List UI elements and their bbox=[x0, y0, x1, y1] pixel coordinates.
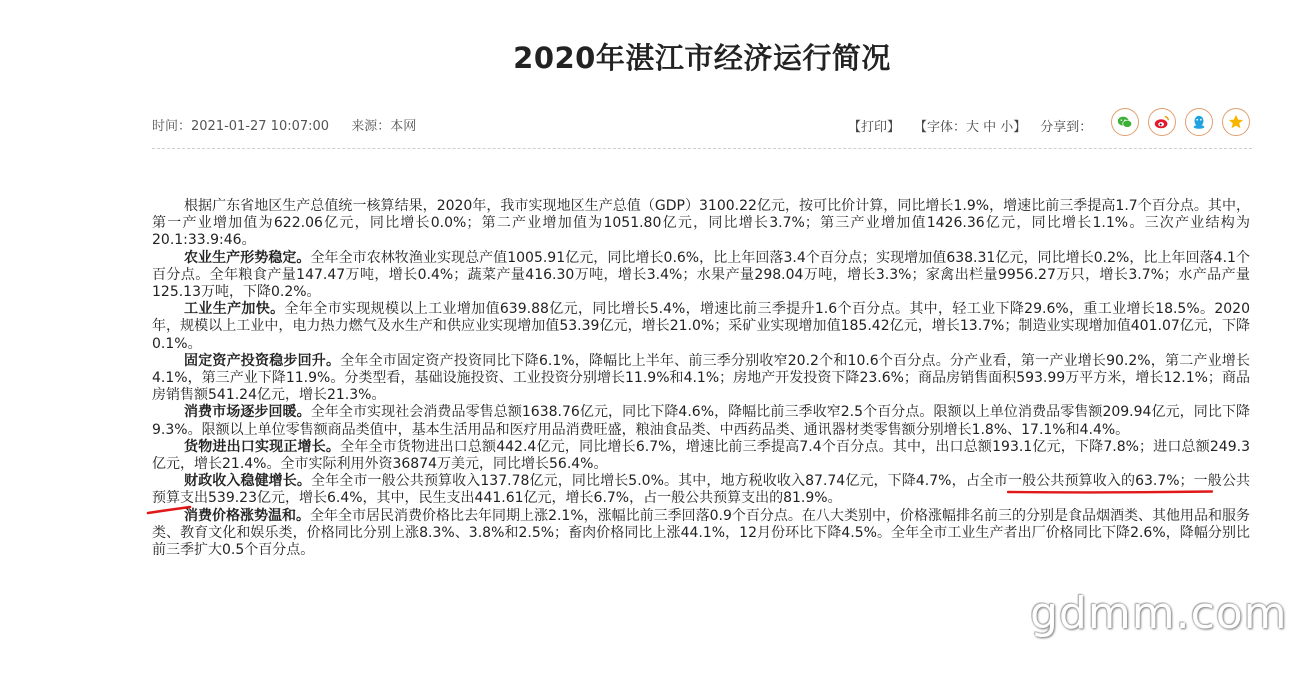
publish-time: 时间：2021-01-27 10:07:00 bbox=[152, 119, 330, 134]
red-underline-annotation bbox=[1007, 490, 1213, 494]
wechat-icon[interactable] bbox=[1111, 108, 1139, 136]
red-underline-annotation bbox=[146, 505, 192, 515]
paragraph: 根据广东省地区生产总值统一核算结果，2020年，我市实现地区生产总值（GDP）3100.22亿元，按可比价计算，同比增长1.9%，增速比前三季提高1.7个百分点。其中，第一产业增加值为622.06亿元，同比增长0.0%；第二产业增加值为1051.80亿元，同比增长3.7%；第三产业增加值1426.36亿元，同比增长1.1%。三次产业结构为20.1:33.9:46。 bbox=[152, 198, 1251, 249]
article-toolbar bbox=[848, 115, 1250, 136]
weibo-icon[interactable] bbox=[1148, 108, 1176, 136]
paragraph: 货物进出口实现正增长。全年全市货物进出口总额442.4亿元，同比增长6.7%，增速比前三季提高7.4个百分点。其中，出口总额193.1亿元，下降7.8%；进口总额249.3亿元，增长21.4%。全市实际利用外资36874万美元，同比增长56.4%。 bbox=[152, 438, 1250, 473]
article-meta bbox=[152, 115, 434, 134]
watermark-text: gdmm.com bbox=[1030, 588, 1288, 639]
paragraph: 固定资产投资稳步回升。全年全市固定资产投资同比下降6.1%，降幅比上半年、前三季分别收窄20.2个和10.6个百分点。分产业看，第一产业增长90.2%，第二产业增长4.1%，第三产业下降11.9%。分类型看，基础设施投资、工业投资分别增长11.9%和4.1%；房地产开发投资下降23.6%；商品房销售面积593.99万平方米，增长12.1%；商品房销售额541.24亿元，增长21.3%。 bbox=[152, 352, 1250, 404]
font-size-selector[interactable]: 【字体：大 中 小】 bbox=[914, 120, 1027, 135]
paragraph-lead: 农业生产形势稳定。 bbox=[184, 249, 311, 266]
source-label: 来源：本网 bbox=[351, 119, 417, 134]
highlighted-text: 出口总额193.1亿元，下降7.8% bbox=[935, 438, 1139, 455]
print-button[interactable]: 【打印】 bbox=[848, 120, 901, 135]
paragraph-lead: 财政收入稳健增长。 bbox=[184, 473, 312, 490]
page-title: 2020年湛江市经济运行简况 bbox=[513, 41, 891, 75]
paragraph-lead: 货物进出口实现正增长。 bbox=[184, 438, 341, 455]
paragraph: 农业生产形势稳定。全年全市农林牧渔业实现总产值1005.91亿元，同比增长0.6%，比上年回落3.4个百分点；实现增加值638.31亿元，同比增长0.2%，比上年回落4.1个百分点。全年粮食产量147.47万吨，增长0.4%；蔬菜产量416.30万吨，增长3.4%；水果产量298.04万吨，增长3.3%；家禽出栏量9956.27万只，增长3.7%；水产品产量125.13万吨，下降0.2%。 bbox=[152, 249, 1251, 301]
article-body bbox=[152, 198, 1250, 559]
paragraph: 消费市场逐步回暖。全年全市实现社会消费品零售总额1638.76亿元，同比下降4.6%，降幅比前三季收窄2.5个百分点。限额以上单位消费品零售额209.94亿元，同比下降9.3%。限额以上单位零售额商品类值中，基本生活用品和医疗用品消费旺盛，粮油食品类、中西药品类、通讯器材类零售额分别增长1.8%、17.1%和4.4%。 bbox=[152, 404, 1250, 438]
share-label: 分享到： bbox=[1040, 120, 1093, 135]
paragraph: 财政收入稳健增长。全年全市一般公共预算收入137.78亿元，同比增长5.0%。其中，地方税收收入87.74亿元，下降4.7%，占全市一般公共预算收入的63.7%；一般公共预算支出539.23亿元，增长6.4%，其中，民生支出441.61亿元，增长6.7%，占一般公共预算支出的81.9%。 bbox=[152, 473, 1251, 507]
paragraph-lead: 消费价格涨势温和。 bbox=[184, 507, 311, 524]
paragraph-lead: 消费市场逐步回暖。 bbox=[184, 404, 311, 421]
qzone-icon[interactable] bbox=[1222, 108, 1250, 136]
paragraph-lead: 工业生产加快。 bbox=[184, 301, 285, 318]
paragraph-lead: 固定资产投资稳步回升。 bbox=[184, 352, 341, 369]
paragraph: 工业生产加快。全年全市实现规模以上工业增加值639.88亿元，同比增长5.4%，增速比前三季提升1.6个百分点。其中，轻工业下降29.6%，重工业增长18.5%。2020年，规模以上工业中，电力热力燃气及水生产和供应业实现增加值53.39亿元，增长21.0%；采矿业实现增加值185.42亿元，增长13.7%；制造业实现增加值401.07亿元，下降0.1%。 bbox=[152, 301, 1250, 352]
qq-icon[interactable] bbox=[1185, 108, 1213, 136]
paragraph: 消费价格涨势温和。全年全市居民消费价格比去年同期上涨2.1%，涨幅比前三季回落0.9个百分点。在八大类别中，价格涨幅排名前三的分别是食品烟酒类、其他用品和服务类、教育文化和娱乐类，价格同比分别上涨8.3%、3.8%和2.5%；畜肉价格同比上涨44.1%，12月份环比下降4.5%。全年全市工业生产者出厂价格同比下降2.6%，降幅分别比前三季扩大0.5个百分点。 bbox=[152, 507, 1250, 559]
header-divider bbox=[152, 148, 1252, 149]
